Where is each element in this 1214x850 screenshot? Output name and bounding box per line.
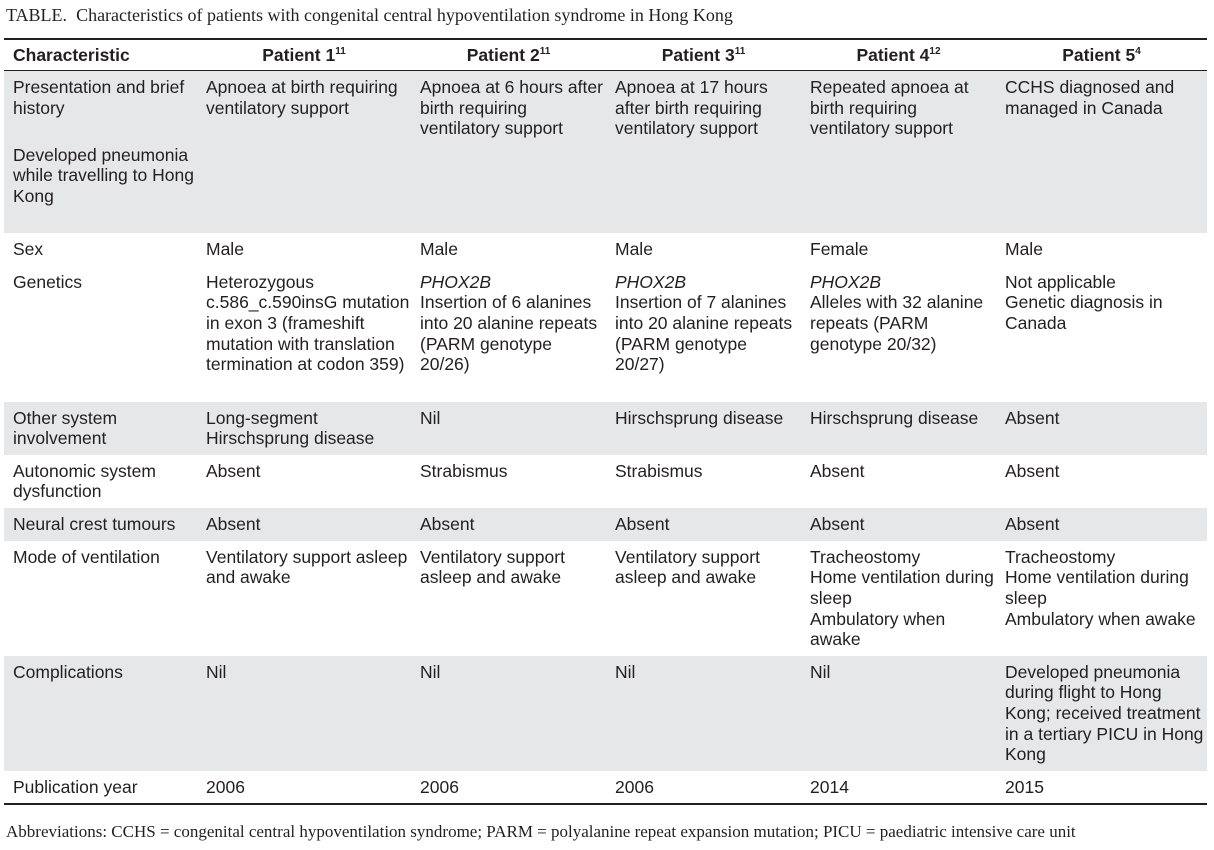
cell-text: Apnoea at birth requiring ventilatory support	[206, 77, 398, 118]
cell-patient-4	[801, 139, 996, 233]
cell-text: Tracheostomy	[810, 546, 921, 567]
abbreviations-footnote: Abbreviations: CCHS = congenital central hypoventilation syndrome; PARM = polyalanine repeat expansion mutation; PICU = paediatric intensive care unit	[6, 822, 1076, 841]
cell-patient-5	[996, 71, 1207, 139]
row-label: Publication year	[13, 776, 138, 797]
cell-text: Male	[420, 238, 458, 259]
table-row	[4, 233, 1207, 266]
cell-text: Male	[206, 238, 244, 259]
cell-text: Apnoea at 17 hours after birth requiring ventilatory support	[615, 77, 768, 139]
cell-text: 2015	[1005, 776, 1044, 797]
cell-patient-5	[996, 402, 1207, 455]
table-row	[4, 656, 1207, 771]
cell-patient-1	[197, 656, 411, 771]
row-label: Neural crest tumours	[13, 513, 176, 534]
cell-patient-1	[197, 139, 411, 233]
table-row	[4, 541, 1207, 656]
cell-text: Home ventilation during sleep	[810, 567, 994, 608]
cell-patient-5	[996, 139, 1207, 233]
cell-text: Long-segment	[206, 407, 318, 428]
header-patient-5: Patient $5^4$	[996, 39, 1207, 71]
cell-patient-1	[197, 771, 411, 804]
cell-patient-5	[996, 266, 1207, 402]
cell-patient-4	[801, 771, 996, 804]
header-patient-2: Patient $2^{11}$	[411, 39, 606, 71]
cell-text: Strabismus	[420, 460, 508, 481]
cell-text: Tracheostomy	[1005, 546, 1116, 567]
cell-patient-5	[996, 771, 1207, 804]
cell-text: Ventilatory support asleep and awake	[206, 546, 408, 588]
cell-text: Heterozygous c.586_c.590insG mutation in exon 3 (frameshift mutation with translation termination at codon 359)	[206, 271, 410, 375]
cell-text: Absent	[206, 513, 261, 534]
cell-patient-3	[606, 233, 801, 266]
cell-text: Female	[810, 238, 869, 259]
cell-patient-1	[197, 455, 411, 508]
table-row	[4, 771, 1207, 804]
row-label: Other system involvement	[13, 407, 118, 449]
header-patient-3: Patient $3^{11}$	[606, 39, 801, 71]
cell-text: Strabismus	[615, 460, 703, 481]
table-caption	[6, 4, 733, 26]
cell-patient-3	[606, 402, 801, 455]
cell-text: Home ventilation during sleep	[1005, 567, 1189, 608]
cell-patient-4	[801, 508, 996, 541]
cell-text: Absent	[1005, 460, 1060, 481]
header-patient-4: Patient $4^{12}$	[801, 39, 996, 71]
cell-patient-1	[197, 233, 411, 266]
cell-text: Absent	[810, 513, 865, 534]
cell-text: Ventilatory support asleep and awake	[420, 546, 565, 588]
caption-text: Characteristics of patients with congenital central hypoventilation syndrome in Hong Kong	[76, 5, 733, 25]
cell-text: Nil	[810, 661, 831, 682]
table-row	[4, 402, 1207, 455]
cell-patient-5	[996, 233, 1207, 266]
cell-text: Insertion of 6 alanines into 20 alanine repeats (PARM genotype 20/26)	[420, 292, 598, 375]
cell-patient-2	[411, 71, 606, 139]
table-row	[4, 139, 1207, 233]
cell-patient-5	[996, 455, 1207, 508]
patient-characteristics-table	[4, 38, 1207, 805]
cell-patient-3	[606, 266, 801, 402]
cell-patient-4	[801, 71, 996, 139]
cell-text: 2006	[420, 776, 459, 797]
cell-text: Apnoea at 6 hours after birth requiring ventilatory support	[420, 77, 603, 139]
cell-text: Absent	[810, 460, 865, 481]
cell-patient-3	[606, 508, 801, 541]
cell-patient-4	[801, 455, 996, 508]
header-characteristic: Characteristic	[4, 39, 197, 71]
row-label: Genetics	[13, 271, 83, 292]
gene-name: PHOX2B	[420, 271, 491, 292]
cell-text: Nil	[206, 661, 227, 682]
cell-text: Male	[1005, 238, 1043, 259]
row-label: Developed pneumonia while travelling to Hong Kong	[13, 144, 194, 206]
cell-text: 2014	[810, 776, 849, 797]
cell-patient-4	[801, 402, 996, 455]
cell-patient-2	[411, 402, 606, 455]
row-label: Presentation and brief history	[13, 77, 185, 118]
cell-text: Alleles with 32 alanine repeats (PARM genotype 20/32)	[810, 292, 984, 354]
table-row	[4, 455, 1207, 508]
cell-patient-2	[411, 656, 606, 771]
cell-patient-5	[996, 508, 1207, 541]
cell-text: 2006	[206, 776, 245, 797]
cell-patient-4	[801, 656, 996, 771]
cell-text: 2006	[615, 776, 654, 797]
cell-text: Nil	[615, 661, 636, 682]
gene-name: PHOX2B	[615, 271, 686, 292]
cell-patient-1	[197, 508, 411, 541]
cell-text: Insertion of 7 alanines into 20 alanine repeats (PARM genotype 20/27)	[615, 292, 793, 375]
table-row	[4, 266, 1207, 402]
table-row	[4, 71, 1207, 139]
cell-patient-3	[606, 71, 801, 139]
cell-patient-2	[411, 233, 606, 266]
cell-text: Hirschsprung disease	[615, 407, 784, 428]
cell-text: Nil	[420, 407, 441, 428]
cell-patient-1	[197, 266, 411, 402]
cell-text: Male	[615, 238, 653, 259]
cell-patient-4	[801, 266, 996, 402]
cell-text: Absent	[206, 460, 261, 481]
cell-text: Ventilatory support asleep and awake	[615, 546, 760, 588]
gene-name: PHOX2B	[810, 271, 881, 292]
cell-text: Developed pneumonia during flight to Hong Kong; received treatment in a tertiary PICU in Hong Kong	[1005, 661, 1204, 765]
cell-text: Hirschsprung disease	[206, 428, 375, 449]
table-row	[4, 508, 1207, 541]
row-label: Sex	[13, 238, 44, 259]
cell-text: Ambulatory when awake	[810, 608, 946, 650]
cell-text: Repeated apnoea at birth requiring ventilatory support	[810, 77, 969, 139]
cell-patient-3	[606, 139, 801, 233]
cell-patient-2	[411, 139, 606, 233]
cell-text: Ambulatory when awake	[1005, 608, 1196, 629]
cell-text: CCHS diagnosed and managed in Canada	[1005, 77, 1175, 118]
cell-patient-5	[996, 541, 1207, 656]
row-label: Autonomic system dysfunction	[13, 460, 156, 502]
cell-patient-3	[606, 455, 801, 508]
cell-text: Nil	[420, 661, 441, 682]
header-patient-1: Patient $1^{11}$	[197, 39, 411, 71]
cell-patient-2	[411, 771, 606, 804]
cell-patient-2	[411, 455, 606, 508]
cell-patient-1	[197, 71, 411, 139]
row-label: Mode of ventilation	[13, 546, 160, 567]
cell-patient-4	[801, 233, 996, 266]
cell-patient-1	[197, 541, 411, 656]
cell-patient-2	[411, 508, 606, 541]
cell-text: Genetic diagnosis in Canada	[1005, 292, 1163, 333]
cell-text: Absent	[420, 513, 475, 534]
cell-patient-2	[411, 541, 606, 656]
cell-patient-1	[197, 402, 411, 455]
cell-patient-3	[606, 771, 801, 804]
caption-label: TABLE.	[6, 5, 68, 25]
cell-text: Absent	[1005, 407, 1060, 428]
cell-text: Hirschsprung disease	[810, 407, 979, 428]
row-label: Complications	[13, 661, 123, 682]
cell-text: Absent	[615, 513, 670, 534]
cell-patient-3	[606, 541, 801, 656]
cell-text: Not applicable	[1005, 271, 1116, 292]
header-row	[4, 39, 1207, 71]
cell-patient-3	[606, 656, 801, 771]
cell-patient-4	[801, 541, 996, 656]
cell-patient-5	[996, 656, 1207, 771]
cell-text: Absent	[1005, 513, 1060, 534]
cell-patient-2	[411, 266, 606, 402]
